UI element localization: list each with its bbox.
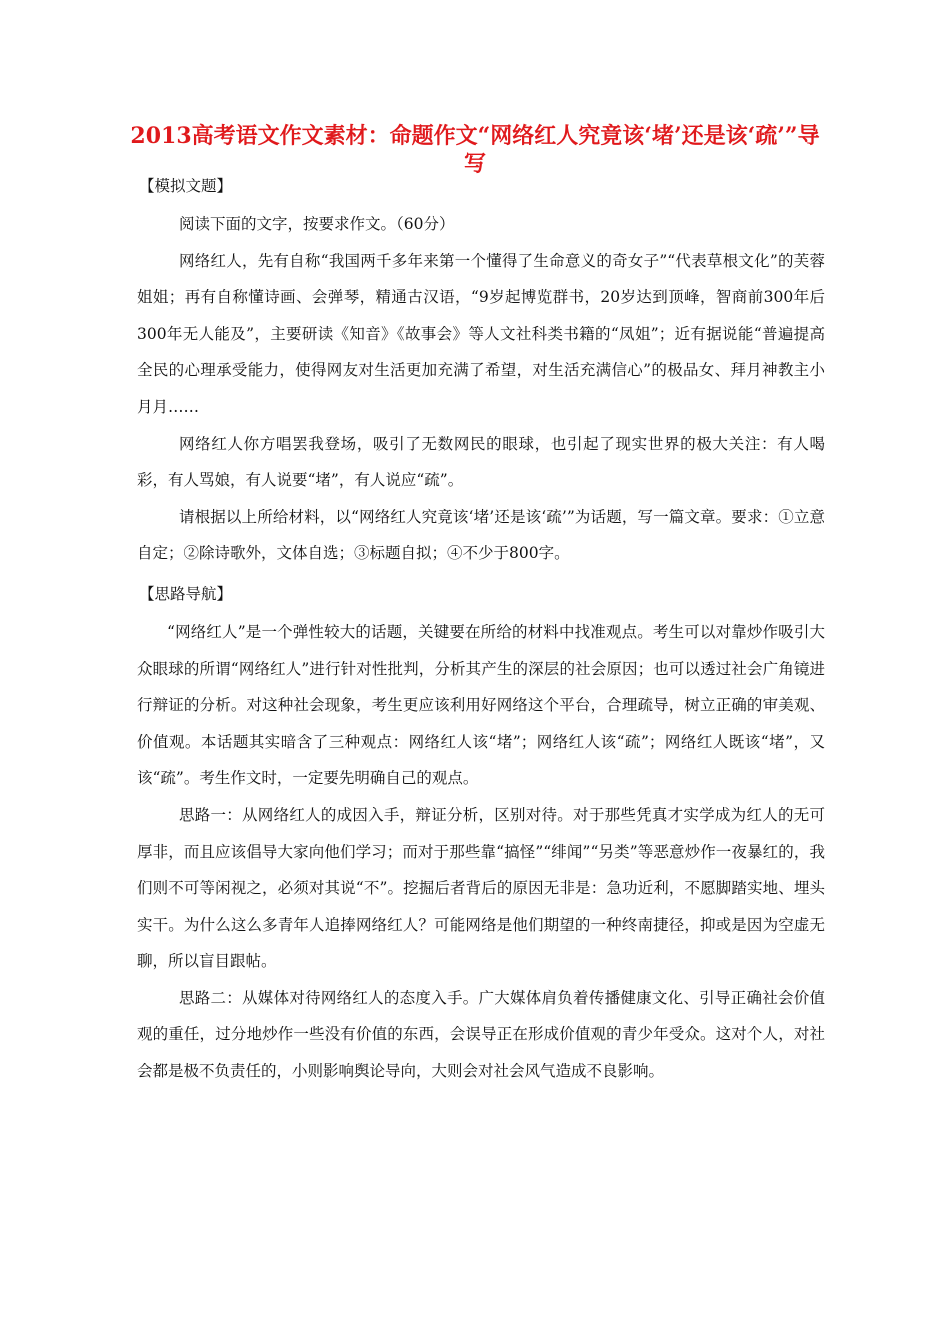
section-heading: 【思路导航】	[139, 584, 233, 603]
paragraph: 阅读下面的文字，按要求作文。（60分）	[179, 215, 455, 233]
section-mock-topic	[137, 172, 825, 572]
document-title: 2013高考语文作文素材：命题作文“网络红人究竟该‘堵’还是该‘疏’”导写	[130, 123, 820, 177]
paragraph: 网络红人，先有自称“我国两千多年来第一个懂得了生命意义的奇女子”“代表草根文化”的芙蓉姐姐；再有自称懂诗画、会弹琴，精通古汉语，“9岁起博览群书，20岁达到顶峰，智商前300年后300年无人能及”，主要研读《知音》《故事会》等人文社科类书籍的“凤姐”；近有据说能“普遍提高全民的心理承受能力，使得网友对生活更加充满了希望，对生活充满信心”的极品女、拜月神教主小月月……	[137, 251, 825, 416]
paragraph: 请根据以上所给材料，以“网络红人究竟该‘堵’还是该‘疏’”为话题，写一篇文章。要求：①立意自定；②除诗歌外，文体自选；③标题自拟；④不少于800字。	[137, 507, 825, 563]
section-heading: 【模拟文题】	[139, 177, 233, 195]
paragraph: “网络红人”是一个弹性较大的话题，关键要在所给的材料中找准观点。考生可以对靠炒作吸引大众眼球的所谓“网络红人”进行针对性批判，分析其产生的深层的社会原因；也可以透过社会广角镜进行辩证的分析。对这种社会现象，考生更应该利用好网络这个平台，合理疏导，树立正确的审美观、价值观。本话题其实暗含了三种观点：网络红人该“堵”；网络红人该“疏”；网络红人既该“堵”，又该“疏”。考生作文时，一定要先明确自己的观点。	[137, 622, 825, 788]
paragraph: 思路一：从网络红人的成因入手，辩证分析，区别对待。对于那些凭真才实学成为红人的无可厚非，而且应该倡导大家向他们学习；而对于那些靠“搞怪”“绯闻”“另类”等恶意炒作一夜暴红的，我们则不可等闲视之，必须对其说“不”。挖掘后者背后的原因无非是：急功近利，不愿脚踏实地、埋头实干。为什么这么多青年人追捧网络红人？可能网络是他们期望的一种终南捷径，抑或是因为空虚无聊，所以盲目跟帖。	[137, 805, 825, 971]
section-thinking-guide	[137, 572, 825, 1090]
paragraph: 网络红人你方唱罢我登场，吸引了无数网民的眼球，也引起了现实世界的极大关注：有人喝彩，有人骂娘，有人说要“堵”，有人说应“疏”。	[137, 434, 825, 490]
paragraph: 思路二：从媒体对待网络红人的态度入手。广大媒体肩负着传播健康文化、引导正确社会价值观的重任，过分地炒作一些没有价值的东西，会误导正在形成价值观的青少年受众。这对个人，对社会都是极不负责任的，小则影响舆论导向，大则会对社会风气造成不良影响。	[137, 988, 825, 1081]
document-body	[137, 172, 825, 1090]
